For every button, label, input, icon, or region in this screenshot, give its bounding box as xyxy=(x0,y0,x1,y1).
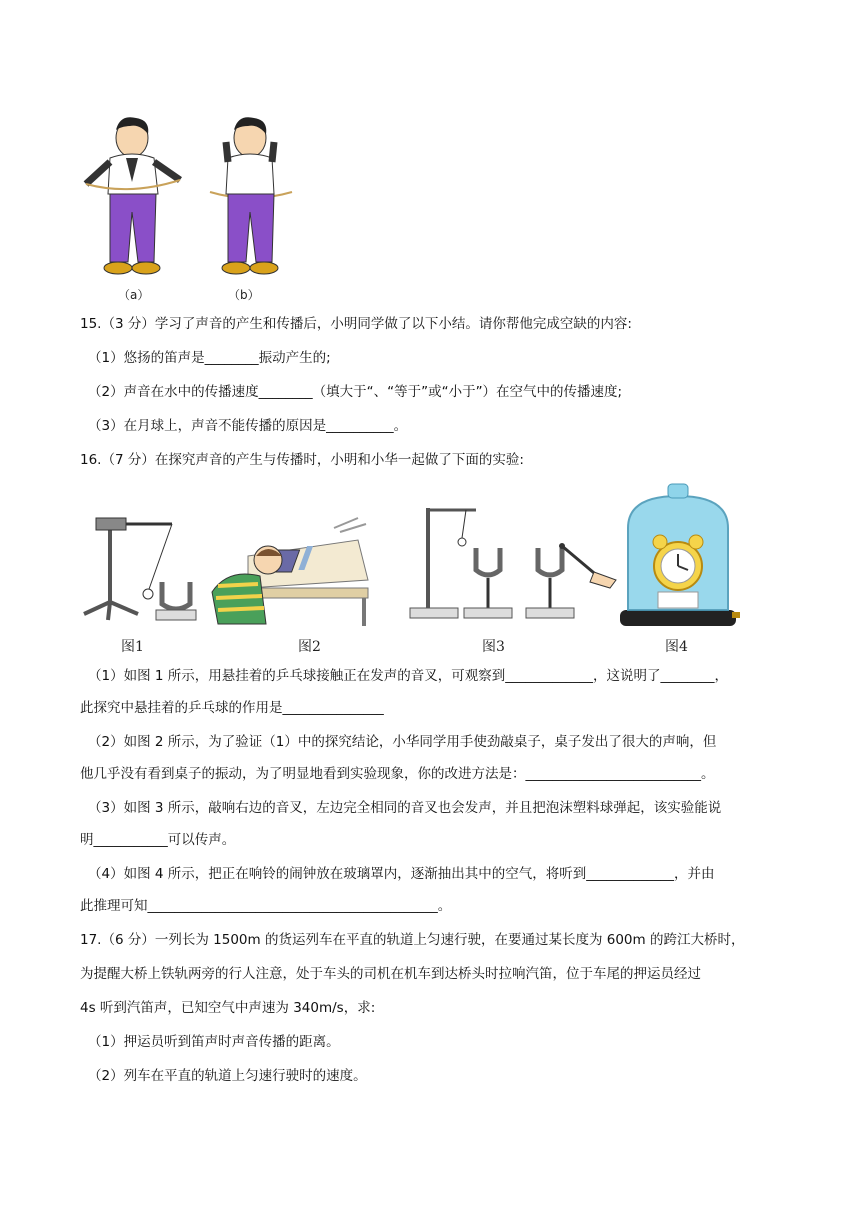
q16-part2-line2: 他几乎没有看到桌子的振动，为了明显地看到实验现象，你的改进方法是：__________________________。 xyxy=(80,766,715,782)
boy-a-illustration xyxy=(80,112,192,282)
q15-part3: （3）在月球上，声音不能传播的原因是__________。 xyxy=(88,418,408,434)
figure1-illustration xyxy=(82,510,212,628)
figure3-illustration xyxy=(404,498,626,628)
q15-part2: （2）声音在水中的传播速度________（填大于“、“等于”或“小于”）在空气中的传播速度; xyxy=(88,384,623,400)
q17-stem-line2: 为提醒大桥上铁轨两旁的行人注意，处于车头的司机在机车到达桥头时拉响汽笛，位于车尾的押运员经过 xyxy=(80,966,701,982)
boy-b-illustration xyxy=(208,112,294,282)
q15-part1: （1）悠扬的笛声是________振动产生的; xyxy=(88,350,331,366)
q17-part2: （2）列车在平直的轨道上匀速行驶时的速度。 xyxy=(88,1068,367,1084)
figure2-label: 图2 xyxy=(298,639,321,655)
q16-part1-line2: 此探究中悬挂着的乒乓球的作用是_______________ xyxy=(80,700,384,716)
q16-part4-line2: 此推理可知___________________________________________。 xyxy=(80,898,452,914)
figure-caption-a: （a） xyxy=(118,288,150,302)
figure1-label: 图1 xyxy=(121,639,144,655)
q16-part3-line1: （3）如图 3 所示，敲响右边的音叉，左边完全相同的音叉也会发声，并且把泡沫塑料球弹起，该实验能说 xyxy=(88,800,722,816)
q17-stem-line3: 4s 听到汽笛声，已知空气中声速为 340m/s，求: xyxy=(80,1000,376,1016)
figure4-label: 图4 xyxy=(665,639,688,655)
q16-part1-line1: （1）如图 1 所示，用悬挂着的乒乓球接触正在发声的音叉，可观察到_____________，这说明了________， xyxy=(88,668,729,684)
q16-part3-line2: 明___________可以传声。 xyxy=(80,832,236,848)
q16-part2-line1: （2）如图 2 所示，为了验证（1）中的探究结论，小华同学用手使劲敲桌子，桌子发出了很大的声响，但 xyxy=(88,734,717,750)
figure4-illustration xyxy=(614,482,742,634)
q16-stem: 16.（7 分）在探究声音的产生与传播时，小明和小华一起做了下面的实验: xyxy=(80,452,524,468)
figure2-illustration xyxy=(208,516,378,628)
figure-caption-b: （b） xyxy=(228,288,260,302)
q17-part1: （1）押运员听到笛声时声音传播的距离。 xyxy=(88,1034,340,1050)
q15-stem: 15.（3 分）学习了声音的产生和传播后，小明同学做了以下小结。请你帮他完成空缺的内容: xyxy=(80,316,632,332)
q17-stem-line1: 17.（6 分）一列长为 1500m 的货运列车在平直的轨道上匀速行驶，在要通过某长度为 600m 的跨江大桥时， xyxy=(80,932,745,948)
figure3-label: 图3 xyxy=(482,639,505,655)
q16-part4-line1: （4）如图 4 所示，把正在响铃的闹钟放在玻璃罩内，逐渐抽出其中的空气，将听到_____________，并由 xyxy=(88,866,715,882)
